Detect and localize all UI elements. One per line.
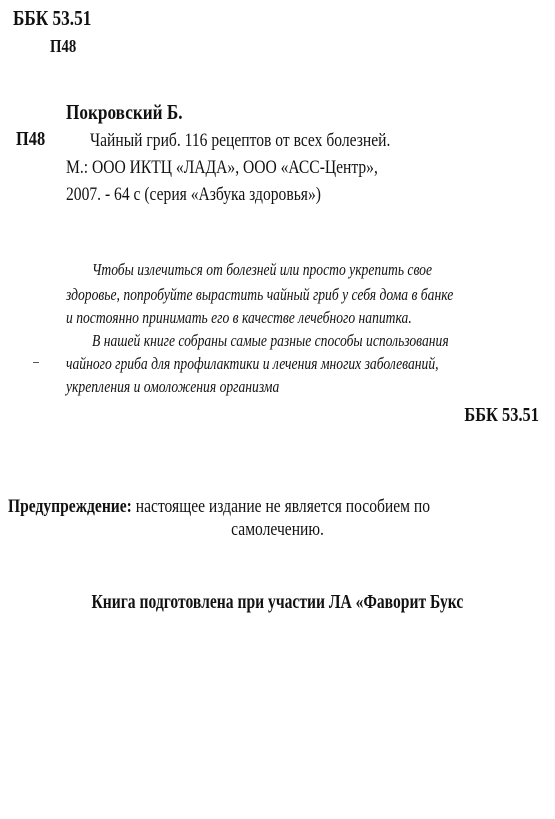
annotation-line: укрепления и омоложения организма: [66, 377, 280, 396]
annotation-line: чайного гриба для профилактики и лечения многих заболеваний,: [66, 354, 439, 373]
author-code: П48: [16, 128, 46, 150]
bbk-index-top: ББК 53.51: [13, 6, 92, 30]
annotation-line: здоровье, попробуйте вырастить чайный гриб у себя дома в банке: [66, 285, 454, 304]
prepared-by-text: Книга подготовлена при участии ЛА «Фаворит Букс: [91, 591, 464, 613]
warning-continuation: [0, 519, 555, 541]
bibliographic-line-publisher: М.: ООО ИКТЦ «ЛАДА», ООО «АСС-Центр»,: [66, 157, 378, 178]
warning-notice: [8, 496, 430, 518]
bibliographic-line-title: Чайный гриб. 116 рецептов от всех болезней.: [90, 130, 391, 151]
bibliographic-line-year: 2007. - 64 с (серия «Азбука здоровья»): [66, 184, 321, 205]
annotation-line: Чтобы излечиться от болезней или просто укрепить свое: [92, 260, 432, 279]
bbk-index: ББК 53.51: [464, 404, 539, 426]
prepared-by-credit: [0, 591, 555, 614]
annotation-line: В нашей книге собраны самые разные способы использования: [92, 331, 449, 350]
warning-text: настоящее издание не является пособием по: [131, 496, 431, 517]
author-code-top: П48: [50, 36, 77, 56]
warning-continuation-text: самолечению.: [231, 519, 324, 540]
annotation-line: и постоянно принимать его в качестве лечебного напитка.: [66, 308, 412, 327]
margin-mark: [33, 362, 39, 363]
author-name: Покровский Б.: [66, 100, 183, 124]
warning-label: Предупреждение:: [8, 496, 132, 517]
